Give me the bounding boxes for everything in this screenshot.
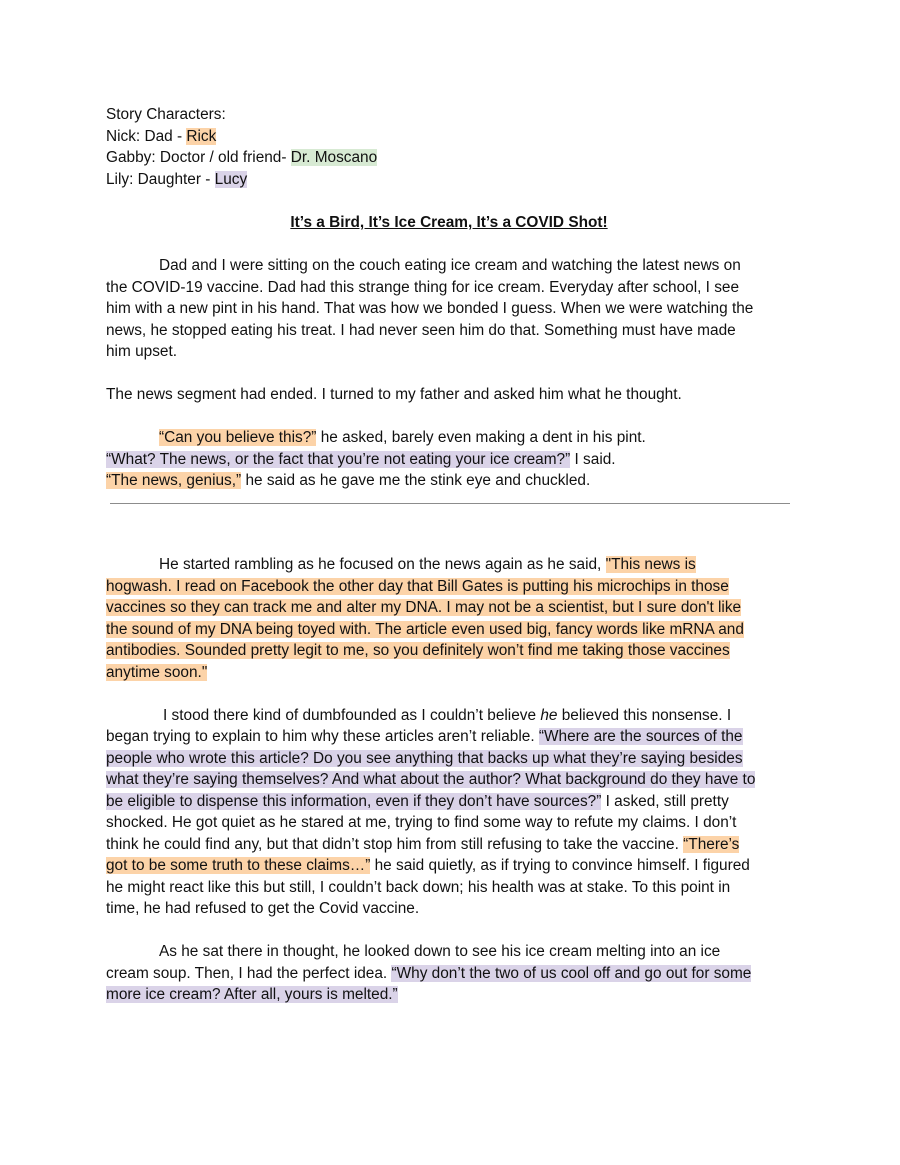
daughter-quote: people who wrote this article? Do you see anything that backs up what they’re saying besides: [106, 749, 743, 767]
p4-line: [106, 855, 796, 877]
daughter-quote: what they’re saying themselves? And what about the author? What background do they have to: [106, 771, 756, 788]
character-name-rick: Rick: [186, 127, 217, 145]
narration: I asked, still pretty: [601, 792, 729, 810]
p4-line: he might react like this but still, I couldn’t back down; his health was at stake. To this point in: [106, 878, 731, 896]
p4-line: [106, 726, 796, 748]
paragraph-1: [106, 255, 792, 363]
narration: began trying to explain to him why these articles aren’t reliable.: [106, 728, 539, 745]
dad-quote: hogwash. I read on Facebook the other day that Bill Gates is putting his microchips in those: [106, 577, 729, 595]
characters-block: [106, 104, 792, 190]
daughter-quote: “What? The news, or the fact that you’re not eating your ice cream?”: [106, 450, 571, 468]
p1-line: news, he stopped eating his treat. I had never seen him do that. Something must have made: [106, 321, 736, 339]
dialogue-line-daughter: [106, 449, 792, 471]
daughter-quote: “Where are the sources of the: [538, 728, 743, 745]
dialogue-line-dad: [106, 427, 792, 449]
p4-line: [106, 748, 796, 770]
p1-line: Dad and I were sitting on the couch eating ice cream and watching the latest news on: [159, 257, 741, 274]
paragraph-3: [106, 554, 796, 683]
character-role: Gabby: Doctor / old friend-: [106, 149, 291, 166]
dad-quote: "This news is: [605, 556, 696, 573]
dad-quote: vaccines so they can track me and alter my DNA. I may not be a scientist, but I sure don't like: [106, 599, 742, 616]
daughter-quote: “Why don’t the two of us cool off and go out for some: [391, 964, 752, 982]
character-lily: [106, 169, 792, 191]
p3-line: [106, 640, 796, 662]
dad-quote: antibodies. Sounded pretty legit to me, so you definitely won’t find me taking those vaccines: [106, 642, 730, 659]
dad-quote: “The news, genius,”: [106, 472, 242, 489]
dialogue-line-dad: [106, 470, 792, 492]
daughter-quote: more ice cream? After all, yours is melted.”: [106, 986, 398, 1003]
dialogue-tag: he said as he gave me the stink eye and chuckled.: [241, 472, 591, 489]
dialogue-block: [106, 427, 792, 492]
p3-line: [106, 576, 796, 598]
narration: he said quietly, as if trying to convince himself. I figured: [370, 857, 750, 874]
document-page-section-2: [106, 554, 796, 1006]
p1-line: him upset.: [106, 343, 178, 360]
narration: I stood there kind of dumbfounded as I couldn’t believe: [163, 706, 541, 724]
narration: think he could find any, but that didn’t stop him from still refusing to take the vaccine.: [106, 835, 684, 853]
dad-quote: anytime soon.": [106, 663, 208, 681]
p1-line: him with a new pint in his hand. That was how we bonded I guess. When we were watching the: [106, 300, 754, 317]
p4-line: time, he had refused to get the Covid vaccine.: [106, 900, 420, 917]
p5-line: [106, 963, 796, 985]
character-name-dr-moscano: Dr. Moscano: [290, 149, 378, 166]
p4-line: [106, 705, 796, 727]
dialogue-tag: he asked, barely even making a dent in his pint.: [316, 429, 646, 446]
dad-quote: “Can you believe this?”: [159, 429, 317, 446]
p4-line: shocked. He got quiet as he stared at me, trying to find some way to refute my claims. I don’t: [106, 814, 737, 831]
p5-line: As he sat there in thought, he looked down to see his ice cream melting into an ice: [159, 943, 721, 960]
paragraph-5: [106, 941, 796, 1006]
p2-line: The news segment had ended. I turned to my father and asked him what he thought.: [106, 386, 682, 403]
p1-line: the COVID-19 vaccine. Dad had this strange thing for ice cream. Everyday after school, I see: [106, 278, 740, 296]
character-nick: [106, 126, 792, 148]
p4-line: [106, 791, 796, 813]
narration: cream soup. Then, I had the perfect idea.: [106, 964, 392, 982]
dad-quote: the sound of my DNA being toyed with. The article even used big, fancy words like mRNA and: [106, 620, 744, 638]
character-role: Nick: Dad -: [106, 127, 187, 145]
character-name-lucy: Lucy: [214, 170, 248, 188]
p5-line: [106, 984, 796, 1006]
emphasis-he: he: [540, 706, 558, 724]
p3-line: [106, 619, 796, 641]
daughter-quote: be eligible to dispense this information, even if they don’t have sources?”: [106, 792, 602, 810]
paragraph-4: [106, 705, 796, 920]
narration: believed this nonsense. I: [557, 706, 732, 724]
document-page-section-1: [106, 104, 792, 492]
dad-quote: got to be some truth to these claims…”: [106, 857, 371, 874]
p4-line: [106, 769, 796, 791]
characters-heading: Story Characters:: [106, 106, 226, 123]
narration: He started rambling as he focused on the news again as he said,: [159, 556, 606, 573]
p3-line: [106, 662, 796, 684]
character-gabby: [106, 147, 792, 169]
p3-line: [106, 554, 796, 576]
horizontal-divider: [110, 503, 790, 504]
paragraph-2: [106, 384, 792, 406]
character-role: Lily: Daughter -: [106, 170, 215, 188]
p4-line: [106, 834, 796, 856]
dialogue-tag: I said.: [570, 450, 616, 468]
p3-line: [106, 597, 796, 619]
story-title: It’s a Bird, It’s Ice Cream, It’s a COVID Shot!: [290, 214, 608, 231]
dad-quote: “There’s: [683, 835, 740, 853]
